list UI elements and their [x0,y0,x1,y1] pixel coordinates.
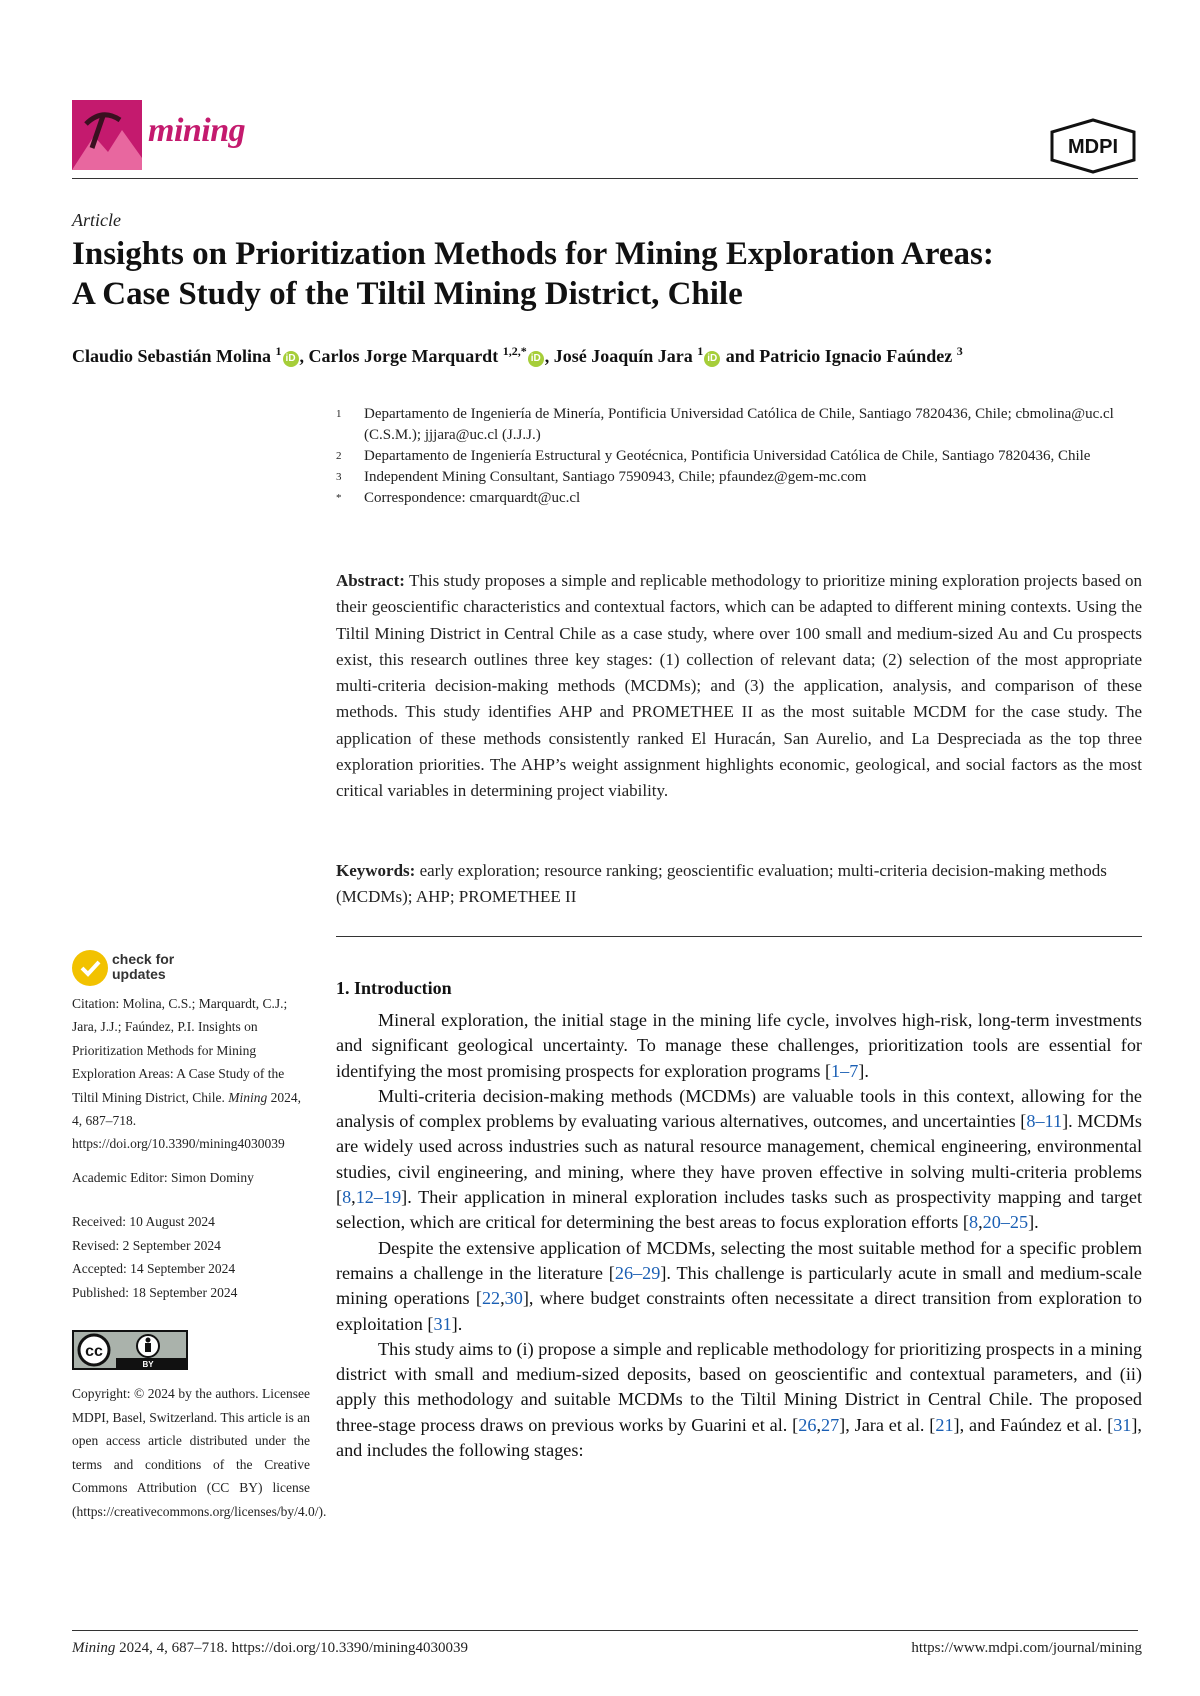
svg-text:cc: cc [85,1343,103,1360]
affiliation-text: Departamento de Ingeniería Estructural y Geotécnica, Pontificia Universidad Católica de Chile, Santiago 7820436, Chile [364,448,1091,464]
text-run: , [978,1212,983,1233]
section-heading: 1. Introduction [336,978,452,998]
affiliation-mark: 2 [336,450,342,462]
check-updates-icon [72,950,108,986]
citation-link[interactable]: 12–19 [355,1187,402,1208]
orcid-icon[interactable]: iD [704,351,720,367]
footer-divider [72,1630,1138,1631]
author-name[interactable]: Claudio Sebastián Molina [72,346,272,366]
text-run: , [500,1288,505,1309]
affiliation-mark: 1 [336,408,342,420]
mdpi-logo [1048,118,1138,174]
citation-link[interactable]: 30 [504,1288,523,1309]
text-run: This study aims to (i) propose a simple and replicable methodology for prioritizing prospects in a mining district with small and medium-sized deposits, based on geoscientific and contextual parameters, and (ii) apply this methodology and suitable MCDMs to the Tiltil Mining District in Central Chile. The proposed three-stage process draws on previous works by Guarini et al. [ [336,1338,1142,1435]
date-revised: Revised: 2 September 2024 [72,1237,221,1253]
copyright-notice: Copyright: © 2024 by the authors. Licensee MDPI, Basel, Switzerland. This article is an open access article distributed under the terms and conditions of the Creative Commons Attribution (CC BY) license (https://creativecommons.org/licenses/by/4.0/). [72,1386,327,1519]
footer-doi[interactable]: 2024, 4, 687–718. https://doi.org/10.3390/mining4030039 [119,1640,468,1656]
journal-name: mining [148,112,246,149]
text-run: Multi-criteria decision-making methods (MCDMs) are valuable tools in this context, allowing for the analysis of complex problems by evaluating various alternatives, outcomes, and uncertainties [ [336,1085,1142,1132]
citation-link[interactable]: 31 [1113,1414,1132,1435]
academic-editor: Academic Editor: Simon Dominy [72,1170,254,1185]
author-separator: , [544,346,554,366]
cc-by-license-badge[interactable] [72,1330,188,1370]
date-accepted: Accepted: 14 September 2024 [72,1261,236,1276]
article-type: Article [72,210,121,230]
citation-link[interactable]: 26–29 [614,1262,661,1283]
citation-link[interactable]: 8 [968,1212,979,1233]
text-run: ]. Their application in mineral exploration includes tasks such as prospectivity mapping and target selection, which are critical for determining the best areas to focus exploration efforts [ [336,1187,1142,1233]
author-affil-sup: 3 [956,344,963,358]
publisher-name: MDPI [1068,136,1118,158]
footer-citation [72,1640,468,1657]
check-updates-line-2: updates [112,966,166,982]
text-run: Despite the extensive application of MCDMs, selecting the most suitable method for a specific problem remains a challenge in the literature [ [336,1237,1142,1283]
keywords-label: Keywords: [336,861,416,880]
affiliations [336,404,1142,509]
affiliation-item [336,488,1142,509]
abstract-label: Abstract: [336,571,405,590]
citation-link[interactable]: 21 [935,1414,954,1435]
check-updates-label [112,952,174,982]
abstract-text: This study proposes a simple and replicable methodology to prioritize mining exploration projects based on their geoscientific characteristics and contextual factors, which can be adapted to different mining contexts. Using the Tiltil Mining District in Central Chile as a case study, where over 100 small and medium-sized Au and Cu prospects exist, this research outlines three key stages: (1) collection of relevant data; (2) selection of the most appropriate multi-criteria decision-making methods (MCDMs); and (3) the application, analysis, and comparison of these methods. This study identifies AHP and PROMETHEE II as the most suitable MCDM for the case study. The application of these methods consistently ranked El Huracán, San Aurelio, and La Despreciada as the top three exploration priorities. The AHP’s weight assignment highlights economic, geological, and social factors as the most critical variables in determining project viability. [336,571,1142,801]
text-run: ]. This challenge is particularly acute in small and medium-scale mining operations [ [336,1262,1142,1309]
author-affil-sup: 1 [275,344,282,358]
footer-journal: Mining [72,1640,116,1656]
article-title [72,234,1142,314]
author-separator: , [299,346,309,366]
citation-link[interactable]: 22 [481,1288,501,1309]
orcid-icon[interactable]: iD [528,351,544,367]
citation-link[interactable]: 27 [820,1414,840,1435]
affiliation-mark: * [336,492,342,504]
citation-link[interactable]: 31 [433,1313,452,1334]
paragraph [336,1236,1142,1337]
author-and: and [721,346,760,366]
citation-link[interactable]: 26 [798,1414,817,1435]
text-run: ]. [1028,1212,1039,1233]
text-run: , [351,1187,356,1208]
author-name[interactable]: Patricio Ignacio Faúndez [759,346,953,366]
affiliation-item [336,404,1142,446]
text-run: Mineral exploration, the initial stage in the mining life cycle, involves high-risk, long-term investments and significant geological uncertainty. To manage these challenges, prioritization tools are essential for identifying the most promising prospects for exploration programs [ [336,1010,1142,1081]
header-divider [72,178,1138,179]
affiliation-item [336,446,1142,467]
affiliation-mark: 3 [336,471,342,483]
text-run: ], and Faúndez et al. [ [953,1414,1114,1435]
journal-logo [72,100,142,170]
text-run: ], Jara et al. [ [839,1414,936,1435]
title-line-1: Insights on Prioritization Methods for Mining Exploration Areas: [72,236,994,272]
affiliation-text: Departamento de Ingeniería de Minería, Pontificia Universidad Católica de Chile, Santiago 7820436, Chile; cbmolina@uc.cl (C.S.M.); jjjara@uc.cl (J.J.J.) [364,406,1114,443]
affiliation-text: Independent Mining Consultant, Santiago 7590943, Chile; pfaundez@gem-mc.com [364,469,867,485]
citation-link[interactable]: 1–7 [831,1060,859,1081]
keywords-text: early exploration; resource ranking; geoscientific evaluation; multi-criteria decision-making methods (MCDMs); AHP; PROMETHEE II [336,861,1107,906]
text-run: , [816,1414,821,1435]
paragraph [336,1008,1142,1084]
text-run: ], and includes the following stages: [336,1414,1142,1461]
paragraph [336,1084,1142,1236]
abstract [336,568,1142,805]
affiliation-item [336,467,1142,488]
check-updates-line-1: check for [112,951,175,967]
text-run: ]. MCDMs are widely used across industries such as natural resource management, chemical engineering, environmental studies, civil engineering, and mining, where they have proven effective in solving multi-criteria problems [ [336,1111,1142,1208]
date-received: Received: 10 August 2024 [72,1214,215,1229]
text-run: ]. [451,1313,463,1334]
author-affil-sup: 1,2,* [502,344,527,358]
text-run: ]. [858,1060,869,1081]
author-name[interactable]: José Joaquín Jara [553,346,693,366]
author-affil-sup: 1 [697,344,704,358]
author-list [72,338,1142,369]
citation-suffix[interactable]: 2024, 4, 687–718. https://doi.org/10.3390/mining4030039 [72,1089,302,1152]
orcid-icon[interactable]: iD [283,351,299,367]
date-published: Published: 18 September 2024 [72,1284,238,1300]
check-for-updates-button[interactable] [72,950,232,990]
paragraph [336,1337,1142,1463]
citation-block [72,992,310,1156]
title-line-2: A Case Study of the Tiltil Mining District, Chile [72,276,743,312]
citation-link[interactable]: 8 [342,1187,352,1208]
citation-link[interactable]: 20–25 [982,1212,1029,1233]
footer-journal-url[interactable]: https://www.mdpi.com/journal/mining [911,1640,1142,1656]
svg-text:BY: BY [142,1360,154,1369]
text-run: ], where budget constraints often necessitate a direct transition from exploration to exploitation [ [336,1288,1142,1334]
abstract-divider [336,936,1142,937]
introduction-body [336,1008,1142,1463]
affiliation-text: Correspondence: cmarquardt@uc.cl [364,490,581,506]
keywords [336,858,1142,910]
citation-link[interactable]: 8–11 [1026,1111,1063,1132]
publication-dates [72,1210,310,1304]
citation-journal: Mining [228,1089,268,1105]
author-name[interactable]: Carlos Jorge Marquardt [308,346,499,366]
citation-prefix: Citation: Molina, C.S.; Marquardt, C.J.; Jara, J.J.; Faúndez, P.I. Insights on Prioritization Methods for Mining Exploration Areas: A Case Study of the Tiltil Mining District, Chile. [72,996,288,1105]
